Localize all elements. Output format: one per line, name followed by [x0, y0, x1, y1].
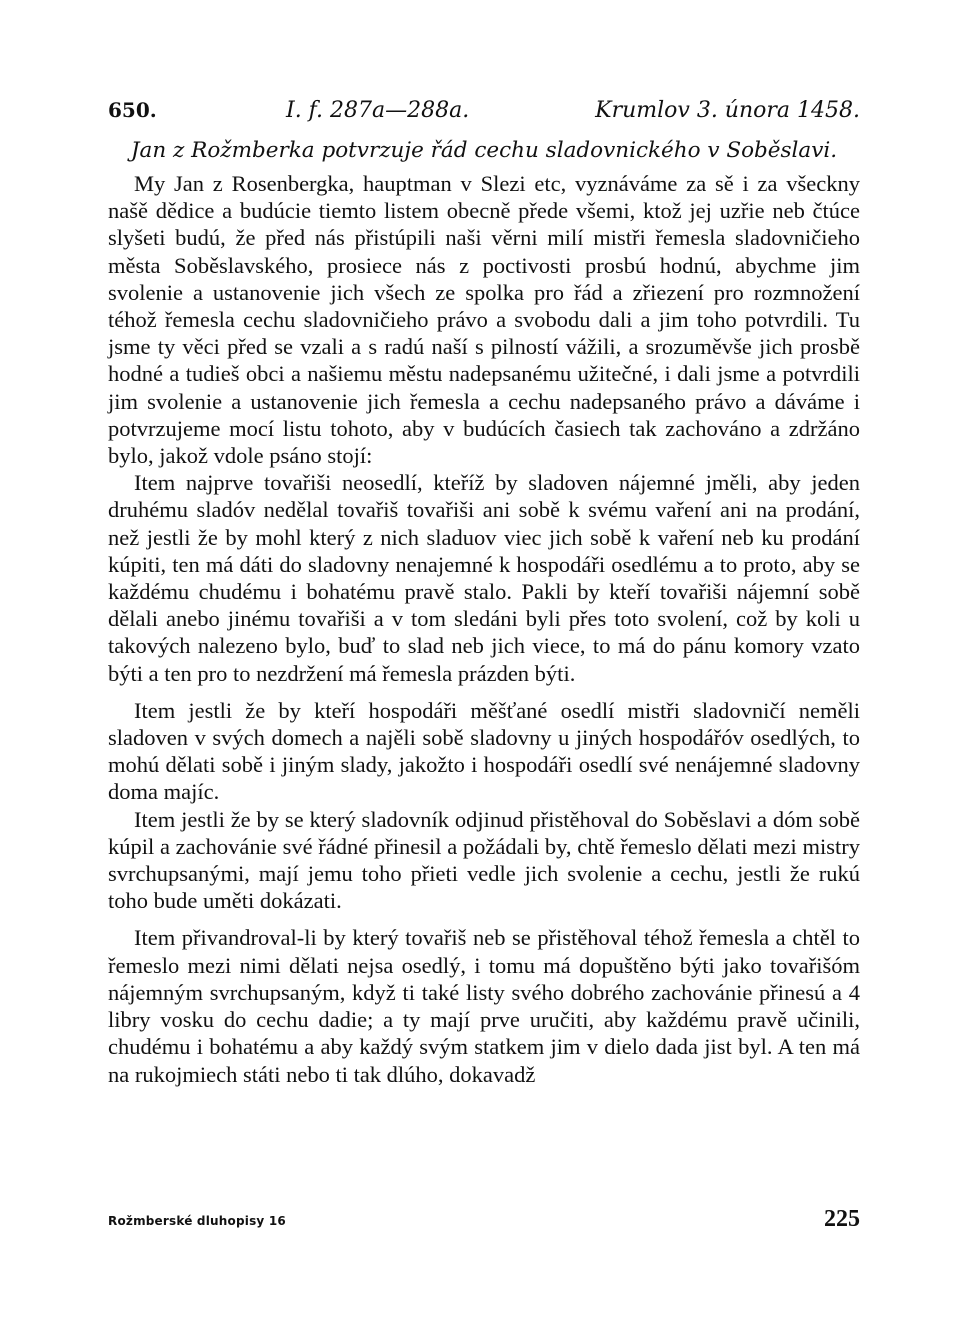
page-number: 225 — [824, 1206, 860, 1232]
document-body — [108, 170, 860, 1088]
source-signature: Rožmberské dluhopisy 16 — [108, 1214, 286, 1228]
page-footer — [108, 1206, 860, 1240]
document-header — [108, 98, 860, 132]
paragraph: Item najprve tovařiši neosedlí, kteříž by sladoven nájemné jměli, aby jeden druhému sladóv nedělal tovařiš tovařiši ani sobě k svému vaření ani na prodání, než jestli že by mohl který z nich sladuov viec jich sobě k vaření neb ku prodání kúpiti, ten má dáti do sladovny nenajemné k hospodáři osedlému a to proto, aby se každému chudému i bohatému pravě stalo. Pakli by kteří tovařiši nájemní sobě dělali anebo jinému tovařiši a v tom sledáni byli přes toto svolení, což by koli u takových nalezeno bylo, buď to slad neb jich viece, to má do pánu komory vzato býti a ten pro to nezdržení má řemesla prázden býti. — [108, 470, 860, 686]
paragraph: Item jestli že by se který sladovník odjinud přistěhoval do Soběslavi a dóm sobě kúpil a zachovánie své řádné přinesil a požádali by, chtě řemeslo dělati mezi mistry svrchupsanými, mají jemu toho přieti vedle jich svolenie a cechu, jestli že rukú toho bude uměti dokázati. — [108, 806, 860, 914]
document-number: 650. — [108, 98, 157, 122]
paragraph: Item jestli že by kteří hospodáři měšťané osedlí mistři sladovničí neměli sladoven v svých domech a najěli sobě sladovny u jiných hospodářóv osedlých, to mohú dělati sobě i jiným slady, jakožto i hospodáři osedlí své nenájemné sladovny doma majíc. — [108, 697, 860, 805]
document-summary: Jan z Rožmberka potvrzuje řád cechu sladovnického v Soběslavi. — [130, 138, 838, 163]
paragraph: My Jan z Rosenbergka, hauptman v Slezi etc, vyznáváme za sě i za všeckny našě dědice a budúcie tiemto listem obecně přede všemi, ktož jej uzřie neb čtúce slyšeti budú, že před nás přistúpili naši věrni milí mistři řemesla sladovničieho města Soběslavského, prosiece nás z poctivosti prosbú hodnú, abychme jim svolenie a ustanovenie jich všech ze spolka pro řád a zřiezení pro rozmnožení téhož řemesla cechu sladovničieho právo a svobodu dali a jim toho potvrdili. Tu jsme ty věci před se vzali a s radú naší s pilností vážili, a srozuměvše jich prosbě hodné a tudieš obci a našiemu městu nadepsanému užitečné, i dali jsme a potvrdili jim svolenie a ustanovenie jich řemesla a cechu nadepsaného právo a dáváme i potvrzujeme mocí listu tohoto, aby v budúcích časiech tak zachováno a zdržáno bylo, jakož vdole psáno stojí: — [108, 171, 860, 469]
place-and-date: Krumlov 3. února 1458. — [595, 98, 860, 123]
paragraph: Item přivandroval-li by který tovařiš neb se přistěhoval téhož řemesla a chtěl to řemeslo mezi nimi dělati nejsa osedlý, i tomu má dopuštěno býti jako tovařišóm nájemným svrchupsaným, když ti také listy svého dobrého zachovánie přinesú a 4 libry vosku do cechu dadie; a ty mají prve uručiti, aby každému pravě učinili, chudému i bohatému a aby každý svým statkem jim v dielo dada jist byl. A ten má na rukojmiech státi nebo ti tak dlúho, dokavadž — [108, 925, 860, 1087]
folio-reference: I. f. 287a—288a. — [286, 98, 470, 123]
